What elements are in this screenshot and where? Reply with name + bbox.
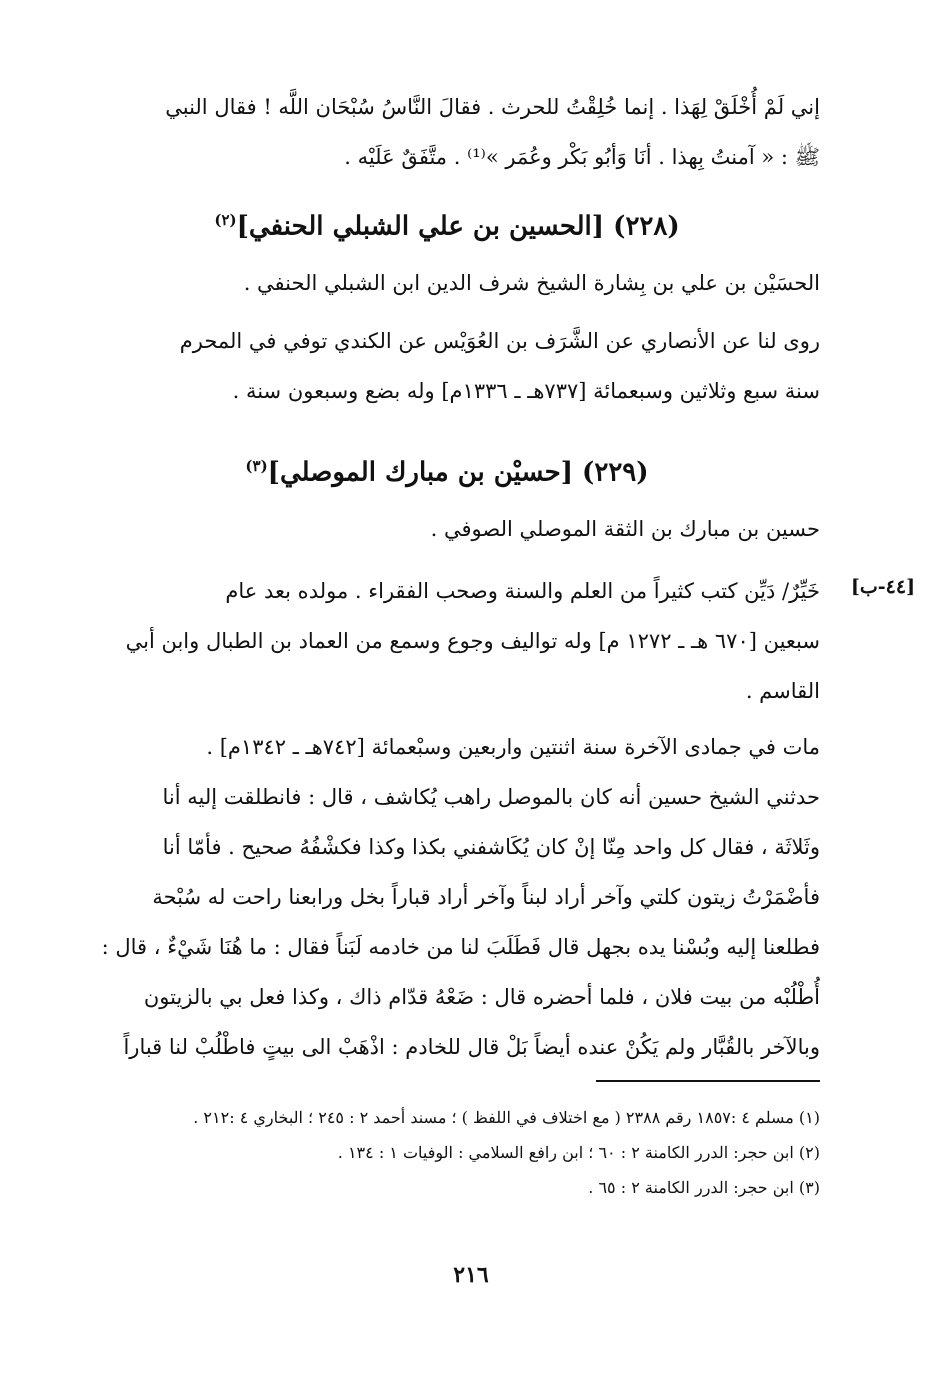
entry-228-heading [74,200,820,247]
entry-228-narration [74,316,820,416]
top-paragraph [74,82,820,182]
text-line: مات في جمادى الآخرة سنة اثنتين واربعين وسبْعمائة [٧٤٢هـ ـ ١٣٤٢م] . [206,735,820,759]
text-line: خَيِّرٌ/ دَيِّن كتب كثيراً من العلم والسنة وصحب الفقراء . مولده بعد عام [225,579,820,603]
text-line: روى لنا عن الأنصاري عن الشَّرَف بن العُوَيْس عن الكندي توفي في المحرم [179,329,820,353]
text-line: إني لَمْ أُخْلَقْ لِهَذا . إنما خُلِقْتُ للحرث . فقالَ النَّاسُ سُبْحَان اللَّه ! فقال النبي [165,95,820,119]
entry-229-name-line [74,504,820,554]
entry-228-body [74,258,820,308]
footnote-separator [596,1080,820,1082]
text-line: فطلعنا إليه وبُسْنا يده بجهل قال فَطَلَبَ لنا من خادمه لَبَناً فقال : ما هُنَا شَيْءٌ ، قال : [101,935,820,959]
text-line: سنة سبع وثلاثين وسبعمائة [٧٣٧هـ ـ ١٣٣٦م] وله بضع وسبعون سنة . [232,379,820,403]
text-line: ﷺ : « آمنتُ بِهذا . أنَا وَأبُو بَكْر وعُمَر »⁽¹⁾ . متَّفَقٌ عَلَيْه . [344,145,820,169]
page-number: ٢١٦ [453,1262,489,1288]
text-line: فأضْمَرْتُ زيتون كلتي وآخر أراد لبناً وآخر أراد قباراً بخل ورابعنا راحت له سُبْحة [152,885,820,909]
text-line: سبعين [٦٧٠ هـ ـ ١٢٧٢ م] وله تواليف وجوع وسمع من العماد بن الطبال وابن أبي [125,629,820,653]
manuscript-folio-marker: [٤٤-ب] [850,576,916,598]
text-line: حدثني الشيخ حسين أنه كان بالموصل راهب يُكاشف ، قال : فانطلقت إليه أنا [162,785,820,809]
text-line: وبالآخر بالقُبَّار ولم يَكُنْ عنده أيضاً بَلْ قال للخادم : اذْهَبْ الى بيتٍ فاطْلُبْ لنا قباراً [123,1035,820,1059]
text-line: حسين بن مبارك بن الثقة الموصلي الصوفي . [430,517,820,541]
text-line: الحسَيْن بن علي بن بِشارة الشيخ شرف الدين ابن الشبلي الحنفي . [243,271,820,295]
footnote-mark: (٣) [245,457,268,475]
footnotes [74,1100,820,1205]
entry-229-heading [74,446,820,493]
text-line: أُطْلُبْه من بيت فلان ، فلما أحضره قال : ضَعْهُ قدّام ذاك ، وكذا فعل بي بالزيتون [143,985,820,1009]
heading-text: (٢٢٩) [حسيْن بن مبارك الموصلي] [267,457,649,488]
entry-229-description [74,566,820,716]
heading-text: (٢٢٨) [الحسين بن علي الشبلي الحنفي] [236,211,680,242]
footnote-1: (١) مسلم ٤ :١٨٥٧ رقم ٢٣٨٨ ( مع اختلاف في اللفظ ) ؛ مسند أحمد ٢ : ٢٤٥ ؛ البخاري ٤ :٢١٢ . [193,1108,820,1127]
footnote-mark: (٢) [214,211,237,229]
text-line: وثَلاثَة ، فقال كل واحد مِنّا إنْ كان يُكَاشفني بكذا وكذا فكشْفُهُ صحيح . فأمّا أنا [162,835,820,859]
footnote-2: (٢) ابن حجر: الدرر الكامنة ٢ : ٦٠ ؛ ابن رافع السلامي : الوفيات ١ : ١٣٤ . [337,1143,820,1162]
entry-229-narrative [74,722,820,1072]
footnote-3: (٣) ابن حجر: الدرر الكامنة ٢ : ٦٥ . [588,1178,820,1197]
text-line: القاسم . [745,679,820,703]
